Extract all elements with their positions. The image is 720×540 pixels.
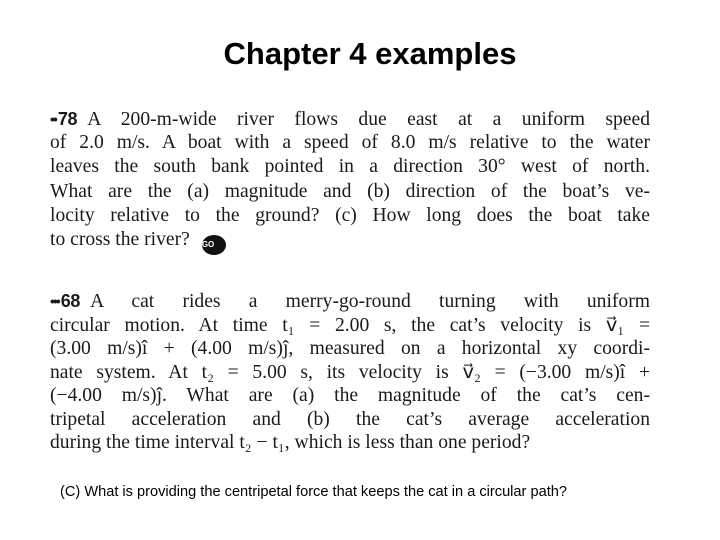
problem-line: nate system. At t₂ = 5.00 s, its velocity is v⃗₂ = (−3.00 m/s)î + — [50, 361, 650, 383]
problem-line: tripetal acceleration and (b) the cat’s average acceleration — [50, 408, 650, 430]
problem-line — [50, 290, 650, 314]
problem-text: A cat rides a merry-go-round turning with uniform — [90, 291, 650, 312]
problem-number — [50, 291, 80, 311]
difficulty-dots: ••• — [50, 293, 59, 309]
problem-68 — [50, 290, 650, 455]
problem-number-value: 68 — [60, 291, 81, 311]
follow-up-question: (C) What is providing the centripetal force that keeps the cat in a circular path? — [60, 484, 567, 500]
problem-78 — [50, 107, 650, 252]
problem-line — [50, 107, 650, 131]
problem-line: locity relative to the ground? (c) How long does the boat take — [50, 204, 650, 226]
problem-line: circular motion. At time t₁ = 2.00 s, the cat’s velocity is v⃗₁ = — [50, 314, 650, 336]
problem-line: (−4.00 m/s)ĵ. What are (a) the magnitude of the cat’s cen- — [50, 385, 650, 406]
problem-number — [50, 109, 77, 129]
problem-line: (3.00 m/s)î + (4.00 m/s)ĵ, measured on a horizontal xy coordi- — [50, 338, 650, 359]
problem-text: A 200-m-wide river flows due east at a uniform speed — [87, 109, 650, 130]
problem-line: leaves the south bank pointed in a direction 30° west of north. — [50, 156, 650, 178]
problem-text: to cross the river? — [50, 228, 190, 250]
problem-number-value: 78 — [57, 109, 78, 129]
slide-title: Chapter 4 examples — [223, 36, 517, 71]
problem-line: during the time interval t₂ − t₁, which is less than one period? — [50, 432, 531, 453]
go-tutorial-icon: GO — [202, 235, 226, 255]
problem-line — [50, 228, 650, 252]
problem-line: of 2.0 m/s. A boat with a speed of 8.0 m/s relative to the water — [50, 132, 650, 154]
problem-line: What are the (a) magnitude and (b) direction of the boat’s ve- — [50, 180, 650, 202]
difficulty-dots: •• — [50, 111, 56, 127]
